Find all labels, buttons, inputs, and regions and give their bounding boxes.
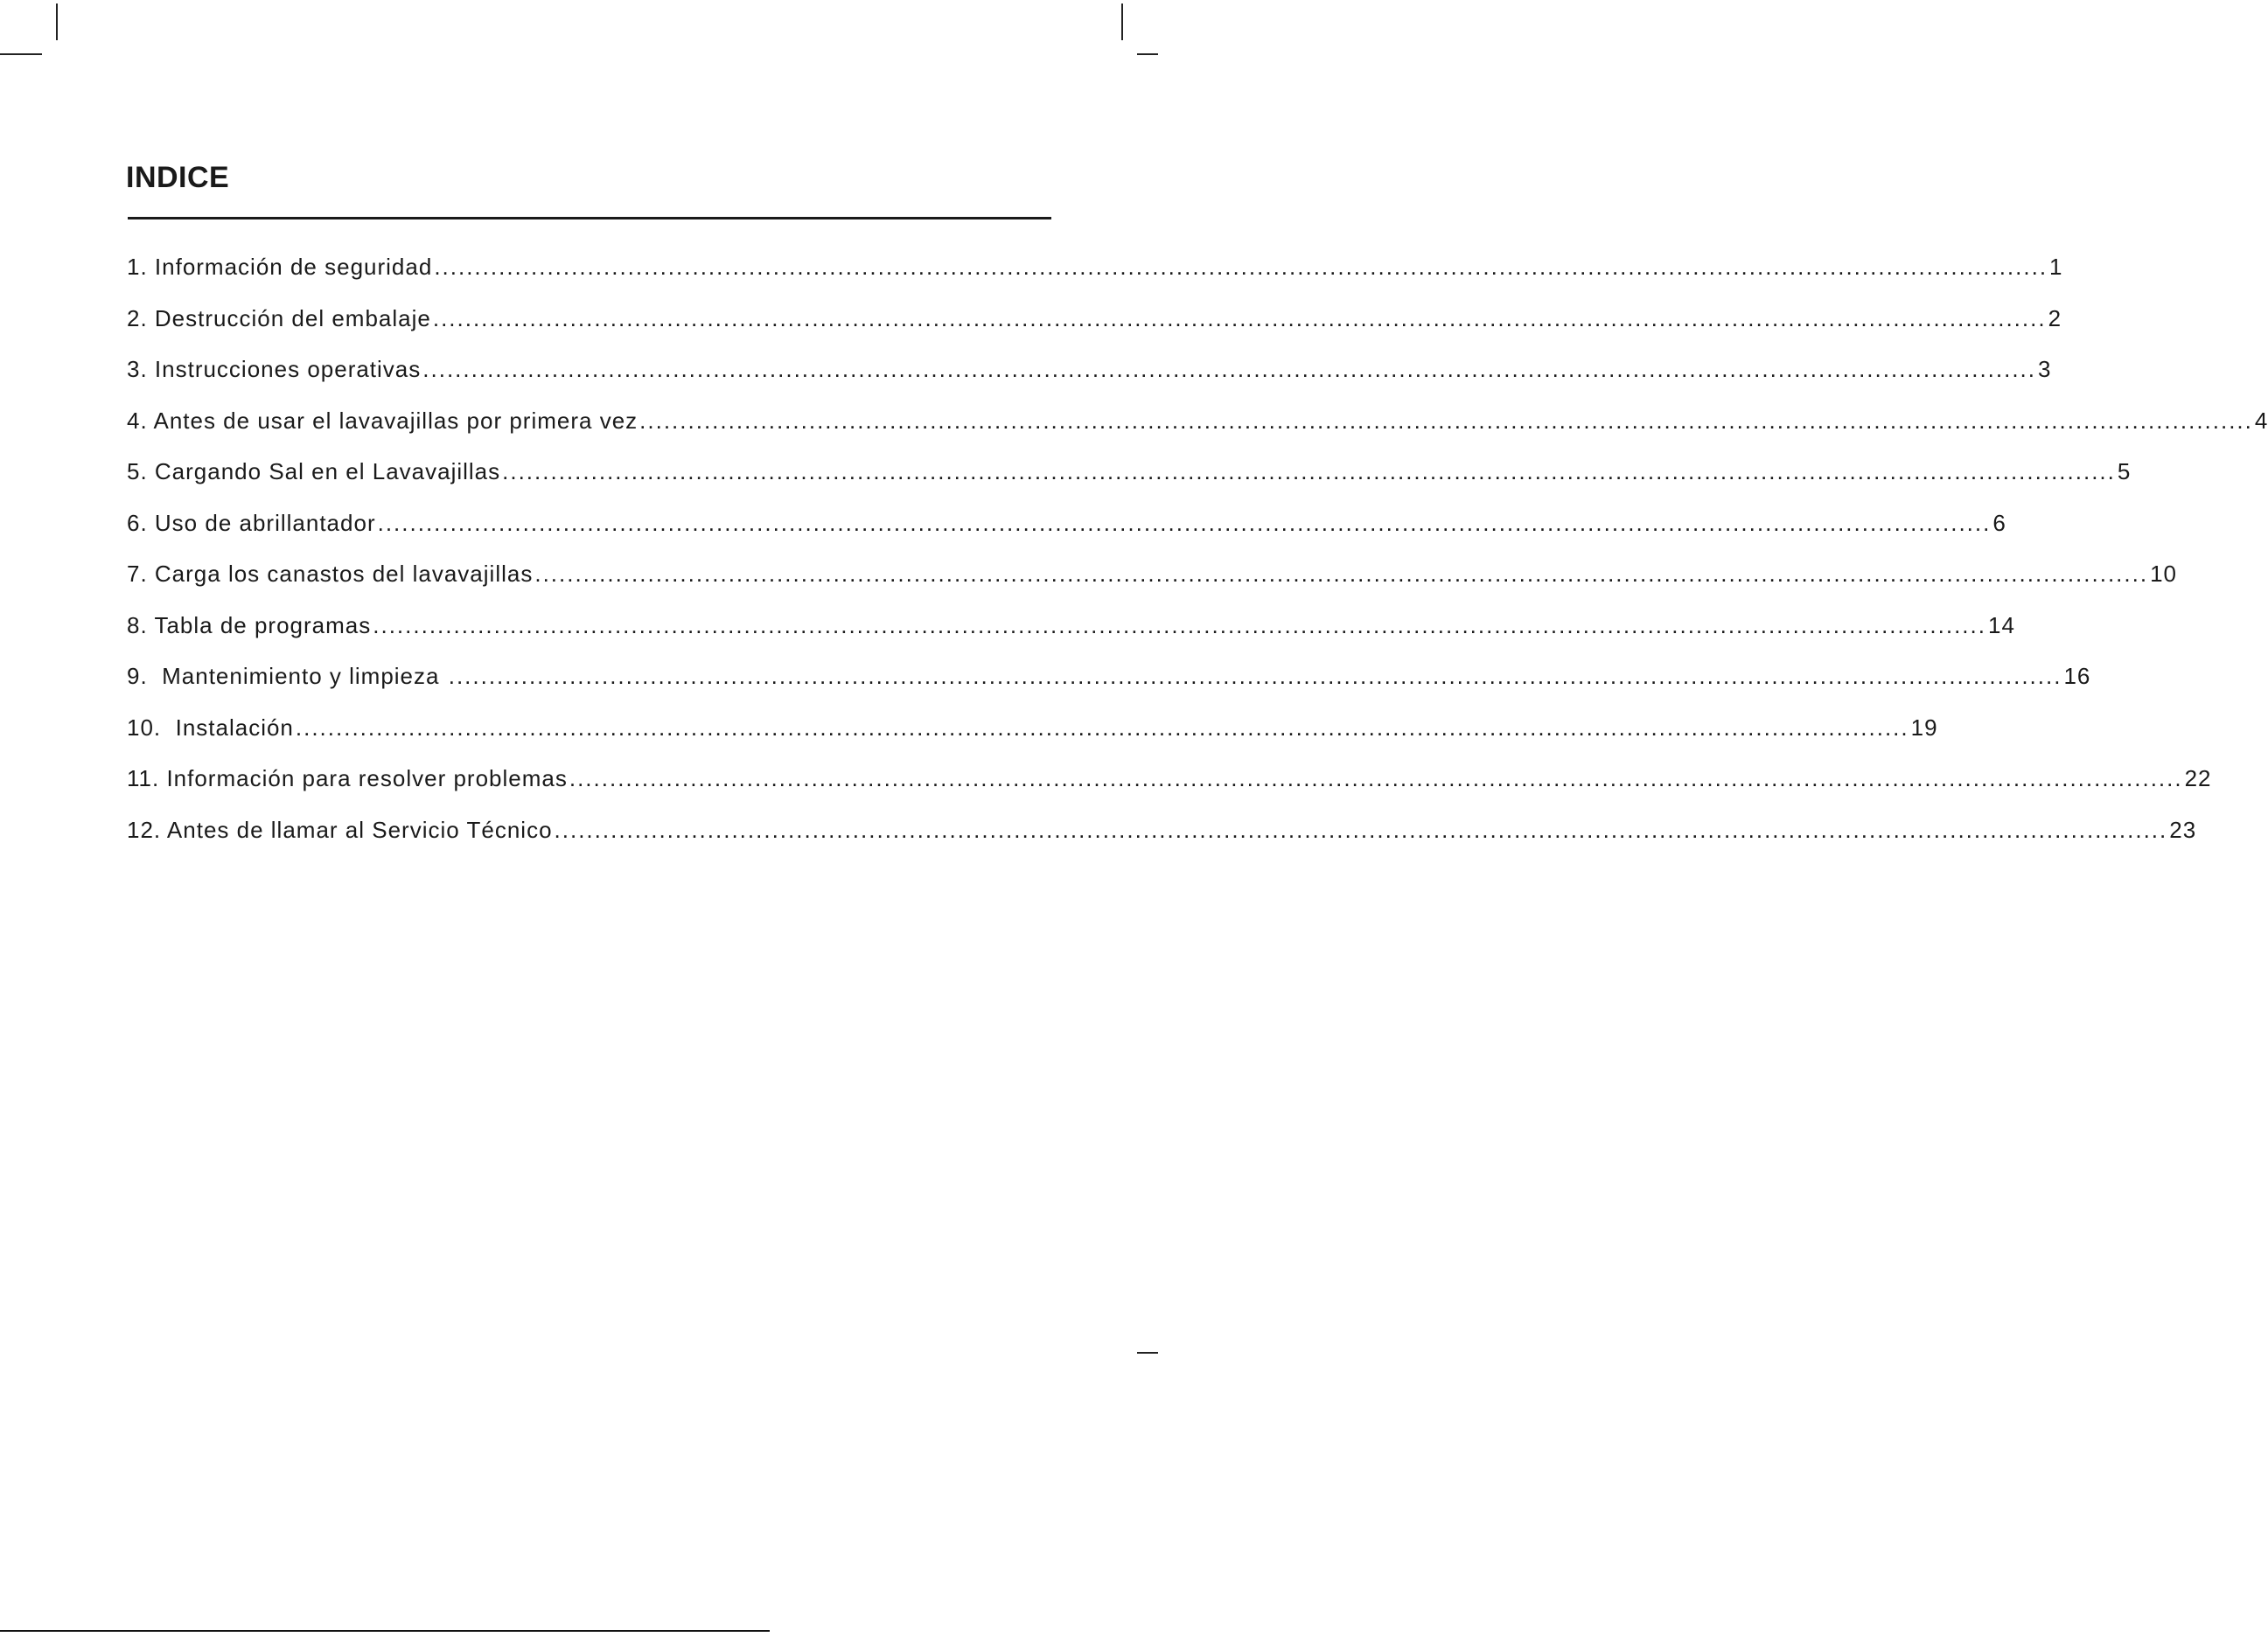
toc-entry-label: 7. Carga los canastos del lavavajillas — [127, 561, 534, 587]
toc-leader-dots: ........................................................................................................................................................................................................ — [639, 407, 2253, 434]
toc-leader-dots: ........................................................................................................................................................................................................ — [569, 765, 2183, 791]
toc-entry-page: 14 — [1987, 611, 2015, 638]
crop-mark-top-left — [56, 3, 58, 40]
toc-leader-dots: ........................................................................................................................................................................................................ — [422, 356, 2037, 382]
toc-entry-label: 10. Instalación — [127, 714, 294, 741]
crop-mark-right-horizontal — [1137, 53, 1158, 55]
toc-entry-page: 19 — [1910, 714, 1938, 741]
toc-entry-page: 2 — [2048, 304, 2062, 331]
toc-entry-page: 5 — [2117, 458, 2132, 484]
toc-leader-dots: ........................................................................................................................................................................................................ — [534, 561, 2149, 587]
toc-entry-label: 9. Mantenimiento y limpieza — [127, 663, 447, 689]
toc-entry-label: 1. Información de seguridad — [127, 254, 433, 280]
toc-entry-page: 1 — [2049, 254, 2063, 280]
crop-mark-left-horizontal — [0, 53, 42, 55]
toc-leader-dots: ........................................................................................................................................................................................................ — [295, 714, 1909, 741]
toc-entry-label: 6. Uso de abrillantador — [127, 509, 376, 536]
toc-entry-page: 6 — [1992, 509, 2006, 536]
toc-leader-dots: ........................................................................................................................................................................................................ — [554, 816, 2168, 843]
toc-entry-page: 16 — [2063, 663, 2091, 689]
toc-entry — [127, 356, 2052, 408]
bottom-edge-line — [0, 1630, 770, 1632]
toc-leader-dots: ........................................................................................................................................................................................................ — [434, 254, 2048, 280]
toc-entry-page: 4 — [2254, 407, 2268, 434]
toc-entry-label: 4. Antes de usar el lavavajillas por primera vez — [127, 407, 639, 434]
toc-entry-label: 2. Destrucción del embalaje — [127, 304, 431, 331]
toc-entry — [127, 561, 2177, 612]
toc-entry-label: 8. Tabla de programas — [127, 611, 372, 638]
toc-entry-page: 3 — [2038, 356, 2052, 382]
toc-entry-label: 12. Antes de llamar al Servicio Técnico — [127, 816, 553, 843]
toc-leader-dots: ........................................................................................................................................................................................................ — [448, 663, 2062, 689]
toc-entry — [127, 816, 2197, 868]
toc-entry — [127, 304, 2062, 357]
crop-mark-top-right — [1121, 3, 1123, 40]
toc-entry-label: 11. Información para resolver problemas — [127, 765, 568, 791]
toc-leader-dots: ........................................................................................................................................................................................................ — [432, 304, 2047, 331]
toc-leader-dots: ........................................................................................................................................................................................................ — [373, 611, 1986, 638]
toc-entry-page: 23 — [2169, 816, 2197, 843]
toc-leader-dots: ........................................................................................................................................................................................................ — [502, 458, 2116, 484]
toc-entry-page: 10 — [2150, 561, 2177, 587]
toc-entry — [127, 714, 1938, 766]
toc-entry-page: 22 — [2184, 765, 2212, 791]
toc-entry — [127, 458, 2132, 510]
toc-entry — [127, 663, 2091, 714]
toc-entry — [127, 509, 2006, 561]
toc-entry — [127, 407, 2268, 459]
toc-entry — [127, 765, 2212, 817]
title-divider — [128, 217, 1051, 219]
toc-entry — [127, 254, 2063, 305]
table-of-contents — [127, 254, 2268, 867]
page-title: INDICE — [126, 161, 230, 194]
crop-mark-right-middle — [1137, 1352, 1158, 1354]
toc-leader-dots: ........................................................................................................................................................................................................ — [377, 509, 1992, 536]
toc-entry-label: 3. Instrucciones operativas — [127, 356, 422, 382]
toc-entry — [127, 611, 2015, 664]
toc-entry-label: 5. Cargando Sal en el Lavavajillas — [127, 458, 501, 484]
